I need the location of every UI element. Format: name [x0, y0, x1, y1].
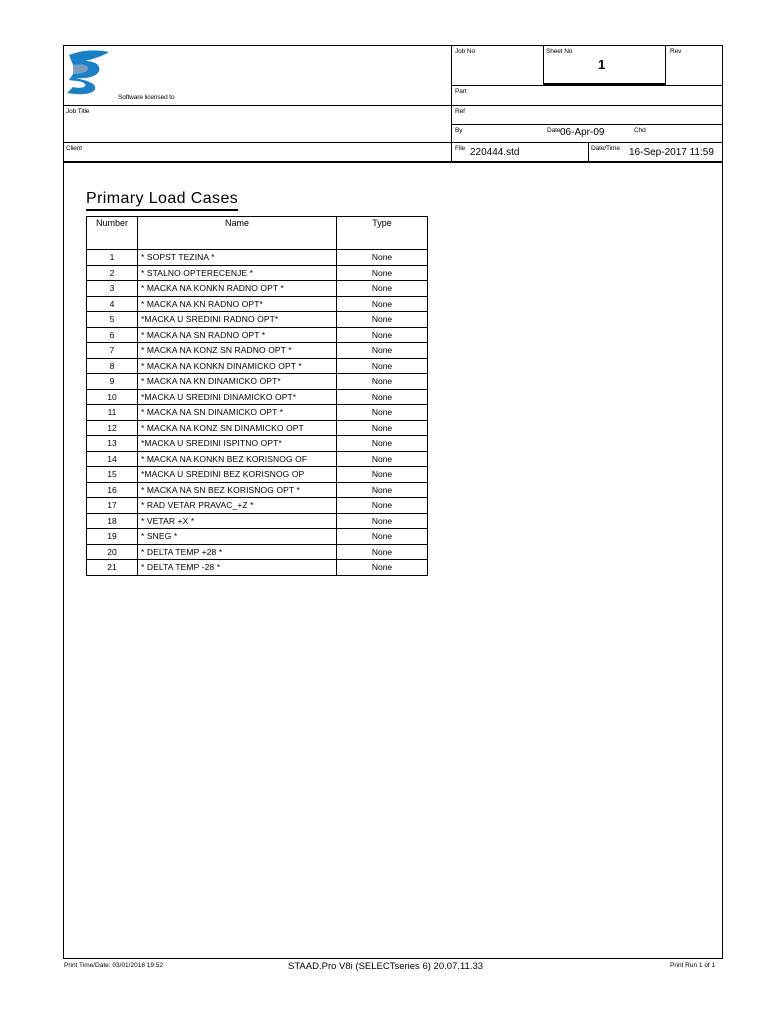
- chd-label: Chd: [634, 127, 646, 134]
- footer-program: STAAD.Pro V8i (SELECTseries 6) 20.07.11.33: [288, 961, 484, 972]
- table-row: [87, 529, 428, 545]
- cell-type: None: [337, 498, 428, 514]
- table-row: [87, 281, 428, 297]
- cell-type: None: [337, 560, 428, 576]
- cell-number: 20: [87, 544, 138, 560]
- cell-type: None: [337, 312, 428, 328]
- footer-print-run: Print Run 1 of 1: [670, 962, 716, 969]
- cell-number: 8: [87, 358, 138, 374]
- by-label: By: [455, 127, 463, 134]
- rev-label: Rev: [670, 48, 682, 55]
- cell-name: * RAD VETAR PRAVAC_+Z *: [138, 498, 337, 514]
- header-row-line: [63, 142, 723, 143]
- cell-name: * DELTA TEMP -28 *: [138, 560, 337, 576]
- cell-number: 13: [87, 436, 138, 452]
- table-row: [87, 296, 428, 312]
- cell-type: None: [337, 250, 428, 266]
- cell-number: 7: [87, 343, 138, 359]
- cell-type: None: [337, 420, 428, 436]
- cell-name: *MACKA U SREDINI RADNO OPT*: [138, 312, 337, 328]
- cell-name: * MACKA NA KN DINAMICKO OPT*: [138, 374, 337, 390]
- cell-type: None: [337, 513, 428, 529]
- cell-number: 9: [87, 374, 138, 390]
- cell-type: None: [337, 544, 428, 560]
- column-header-name: Name: [138, 217, 337, 250]
- table-row: [87, 482, 428, 498]
- cell-number: 1: [87, 250, 138, 266]
- table-row: [87, 389, 428, 405]
- table-row: [87, 250, 428, 266]
- column-header-number: Number: [87, 217, 138, 250]
- cell-type: None: [337, 343, 428, 359]
- cell-number: 6: [87, 327, 138, 343]
- cell-type: None: [337, 467, 428, 483]
- cell-type: None: [337, 358, 428, 374]
- cell-type: None: [337, 265, 428, 281]
- cell-name: * STALNO OPTERECENJE *: [138, 265, 337, 281]
- table-row: [87, 374, 428, 390]
- cell-number: 18: [87, 513, 138, 529]
- table-header-row: [87, 217, 428, 250]
- datetime-label: Date/Time: [591, 145, 620, 152]
- cell-number: 14: [87, 451, 138, 467]
- header-divider-vertical: [451, 45, 452, 162]
- ref-label: Ref: [455, 108, 465, 115]
- cell-number: 5: [87, 312, 138, 328]
- cell-name: *MACKA U SREDINI ISPITNO OPT*: [138, 436, 337, 452]
- table-row: [87, 405, 428, 421]
- cell-number: 2: [87, 265, 138, 281]
- cell-type: None: [337, 281, 428, 297]
- client-label: Client: [66, 145, 83, 152]
- cell-number: 16: [87, 482, 138, 498]
- cell-number: 4: [87, 296, 138, 312]
- cell-type: None: [337, 327, 428, 343]
- cell-name: * MACKA NA SN BEZ KORISNOG OPT *: [138, 482, 337, 498]
- sheet-no-label: Sheet No: [546, 48, 573, 55]
- header-datetime-divider: [588, 142, 589, 162]
- cell-name: * MACKA NA KONKN BEZ KORISNOG OF: [138, 451, 337, 467]
- cell-type: None: [337, 389, 428, 405]
- cell-name: * MACKA NA KN RADNO OPT*: [138, 296, 337, 312]
- part-label: Part: [455, 88, 467, 95]
- cell-type: None: [337, 405, 428, 421]
- cell-number: 21: [87, 560, 138, 576]
- cell-name: * MACKA NA SN DINAMICKO OPT *: [138, 405, 337, 421]
- cell-number: 19: [87, 529, 138, 545]
- cell-number: 12: [87, 420, 138, 436]
- cell-name: * MACKA NA KONZ SN RADNO OPT *: [138, 343, 337, 359]
- cell-name: * MACKA NA KONZ SN DINAMICKO OPT: [138, 420, 337, 436]
- primary-load-cases-table: [86, 216, 428, 576]
- file-value: 220444.std: [470, 147, 520, 158]
- table-row: [87, 451, 428, 467]
- cell-name: * MACKA NA KONKN RADNO OPT *: [138, 281, 337, 297]
- cell-name: *MACKA U SREDINI BEZ KORISNOG OP: [138, 467, 337, 483]
- cell-name: * VETAR +X *: [138, 513, 337, 529]
- cell-number: 15: [87, 467, 138, 483]
- cell-name: * SNEG *: [138, 529, 337, 545]
- cell-type: None: [337, 482, 428, 498]
- table-body: [87, 250, 428, 576]
- table-row: [87, 436, 428, 452]
- header-row-line: [63, 105, 723, 106]
- cell-number: 11: [87, 405, 138, 421]
- table-row: [87, 358, 428, 374]
- cell-type: None: [337, 374, 428, 390]
- cell-number: 10: [87, 389, 138, 405]
- table-row: [87, 513, 428, 529]
- header-bottom-line: [63, 161, 723, 163]
- footer-print-time: Print Time/Date: 03/01/2018 19:52: [64, 962, 164, 969]
- cell-number: 17: [87, 498, 138, 514]
- cell-type: None: [337, 436, 428, 452]
- license-text: Software licensed to: [118, 94, 175, 101]
- datetime-value: 16-Sep-2017 11:59: [629, 147, 714, 158]
- cell-name: *MACKA U SREDINI DINAMICKO OPT*: [138, 389, 337, 405]
- sheet-no-value: 1: [598, 57, 606, 72]
- file-label: File: [455, 145, 466, 152]
- cell-type: None: [337, 451, 428, 467]
- cell-name: * SOPST TEZINA *: [138, 250, 337, 266]
- column-header-type: Type: [337, 217, 428, 250]
- cell-name: * DELTA TEMP +28 *: [138, 544, 337, 560]
- table-row: [87, 498, 428, 514]
- date-value: 06-Apr-09: [560, 127, 605, 138]
- bentley-logo-icon: [63, 47, 121, 97]
- cell-name: * MACKA NA SN RADNO OPT *: [138, 327, 337, 343]
- table-row: [87, 560, 428, 576]
- job-no-label: Job No: [455, 48, 475, 55]
- table-row: [87, 327, 428, 343]
- table-row: [87, 312, 428, 328]
- header-row-line: [451, 124, 723, 125]
- table-row: [87, 544, 428, 560]
- cell-type: None: [337, 529, 428, 545]
- job-title-label: Job Title: [66, 108, 90, 115]
- cell-name: * MACKA NA KONKN DINAMICKO OPT *: [138, 358, 337, 374]
- section-title: Primary Load Cases: [86, 190, 238, 211]
- cell-type: None: [337, 296, 428, 312]
- cell-number: 3: [87, 281, 138, 297]
- table-row: [87, 420, 428, 436]
- table-row: [87, 265, 428, 281]
- table-row: [87, 343, 428, 359]
- table-row: [87, 467, 428, 483]
- date-label: Date: [547, 127, 561, 134]
